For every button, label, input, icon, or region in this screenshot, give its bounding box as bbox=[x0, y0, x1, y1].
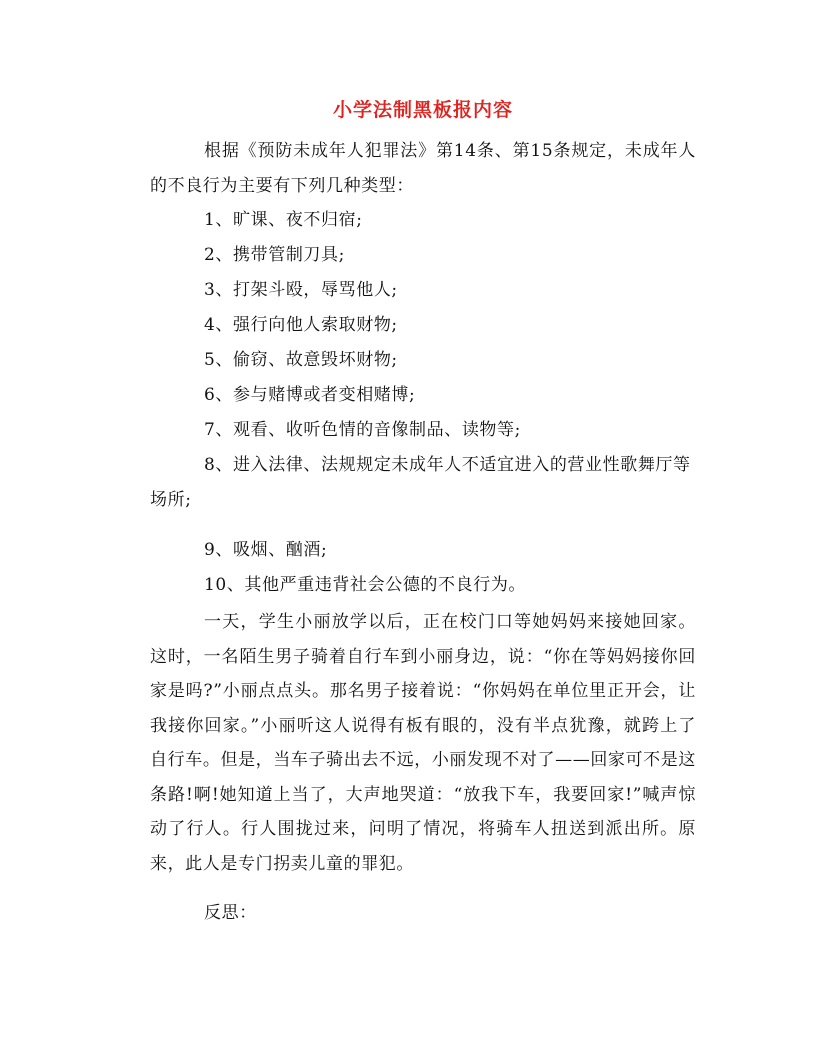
list-item: 1、旷课、夜不归宿; bbox=[204, 210, 363, 230]
document-title: 小学法制黑板报内容 bbox=[332, 99, 513, 121]
list-item: 4、强行向他人索取财物; bbox=[204, 315, 398, 335]
intro-paragraph: 根据《预防未成年人犯罪法》第14条、第15条规定，未成年人的不良行为主要有下列几种类型： bbox=[150, 141, 696, 196]
list-item: 9、吸烟、酗酒; bbox=[204, 540, 328, 560]
list-item: 10、其他严重违背社会公德的不良行为。 bbox=[204, 575, 527, 595]
list-item: 8、进入法律、法规规定未成年人不适宜进入的营业性歌舞厅等场所; bbox=[150, 455, 691, 510]
list-item: 2、携带管制刀具; bbox=[204, 245, 345, 265]
story-paragraph: 一天，学生小丽放学以后，正在校门口等她妈妈来接她回家。这时，一名陌生男子骑着自行车到小丽身边，说：“你在等妈妈接你回家是吗?”小丽点点头。那名男子接着说：“你妈妈在单位里正开会，让我接你回家。”小丽听这人说得有板有眼的，没有半点犹豫，就跨上了自行车。但是，当车子骑出去不远，小丽发现不对了——回家可不是这条路!啊!她知道上当了，大声地哭道：“放我下车，我要回家!”喊声惊动了行人。行人围拢过来，问明了情况，将骑车人扭送到派出所。原来，此人是专门拐卖儿童的罪犯。 bbox=[150, 612, 696, 874]
list-item: 5、偷窃、故意毁坏财物; bbox=[204, 350, 398, 370]
list-item: 6、参与赌博或者变相赌博; bbox=[204, 385, 416, 405]
list-item: 3、打架斗殴，辱骂他人; bbox=[204, 280, 398, 300]
list-item: 7、观看、收听色情的音像制品、读物等; bbox=[204, 420, 521, 440]
reflection-heading: 反思： bbox=[204, 903, 257, 923]
